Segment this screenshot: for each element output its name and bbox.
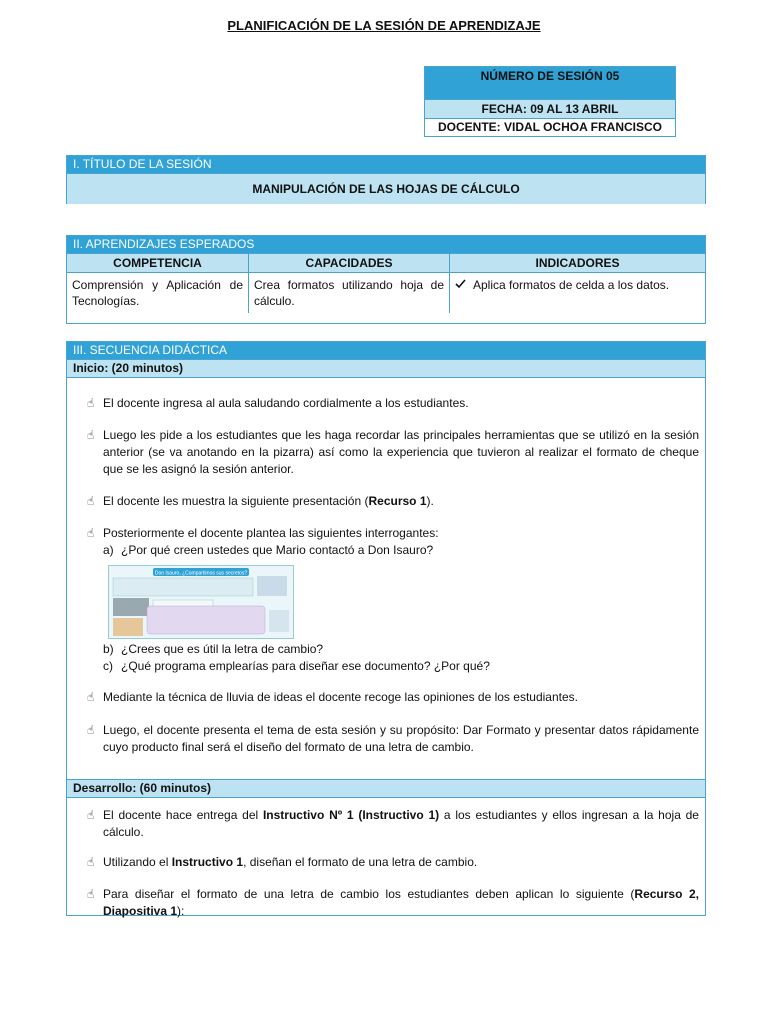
col-header-competencia: COMPETENCIA	[67, 254, 249, 273]
list-item: ☝ El docente ingresa al aula saludando cordialmente a los estudiantes.	[87, 396, 469, 410]
desarrollo-header: Desarrollo: (60 minutos)	[67, 779, 705, 798]
hand-pointer-icon: ☝	[87, 690, 95, 704]
resource-banner: Don Isauro, ¿Compartimos sus secretos?	[154, 570, 248, 577]
question-a: a) ¿Por qué creen ustedes que Mario contactó a Don Isauro?	[103, 543, 434, 557]
hand-pointer-icon: ☝	[87, 396, 95, 410]
question-b: b) ¿Crees que es útil la letra de cambio?	[103, 642, 324, 656]
list-item: ☝ Luego les pide a los estudiantes que les haga recordar las principales herramientas que se utilizó en la sesión anterior (se va anotando en la pizarra) así como la experiencia que tuvieron al realizar el formato de cheque que se les asignó la sesión anterior.	[87, 428, 699, 476]
checkmark-icon	[455, 277, 473, 293]
inicio-header: Inicio: (20 minutos)	[67, 360, 705, 378]
list-item: ☝ Mediante la técnica de lluvia de ideas el docente recoge las opiniones de los estudiantes.	[87, 690, 578, 704]
session-number: NÚMERO DE SESIÓN 05	[425, 67, 675, 100]
list-item: ☝ Para diseñar el formato de una letra de cambio los estudiantes deben aplican lo siguiente (Recurso 2, Diapositiva 1):	[87, 887, 700, 918]
cell-capacidades: Crea formatos utilizando hoja de cálculo.	[249, 273, 450, 314]
list-item: ☝ Luego, el docente presenta el tema de esta sesión y su propósito: Dar Formato y presentar datos rápidamente cuyo producto final será el diseño del formato de una letra de cambio.	[87, 723, 699, 754]
list-item: ☝ El docente hace entrega del Instructivo Nº 1 (Instructivo 1) a los estudiantes y ellos ingresan a la hoja de cálculo.	[87, 808, 699, 839]
hand-pointer-icon: ☝	[87, 887, 95, 901]
question-c: c) ¿Qué programa emplearías para diseñar ese documento? ¿Por qué?	[103, 659, 490, 673]
hand-pointer-icon: ☝	[87, 855, 95, 869]
col-header-indicadores: INDICADORES	[450, 254, 706, 273]
list-item: ☝ Utilizando el Instructivo 1, diseñan el formato de una letra de cambio.	[87, 855, 478, 869]
session-teacher: DOCENTE: VIDAL OCHOA FRANCISCO	[425, 119, 675, 136]
col-header-capacidades: CAPACIDADES	[249, 254, 450, 273]
hand-pointer-icon: ☝	[87, 428, 95, 442]
session-title-text: MANIPULACIÓN DE LAS HOJAS DE CÁLCULO	[67, 174, 705, 204]
resource-illustration	[109, 566, 293, 638]
hand-pointer-icon: ☝	[87, 723, 95, 737]
section-session-title	[66, 155, 706, 204]
section-expected-learning	[66, 235, 706, 324]
hand-pointer-icon: ☝	[87, 526, 95, 540]
resource-1-thumbnail	[108, 565, 294, 639]
cell-indicadores	[450, 273, 706, 314]
section-header: II. APRENDIZAJES ESPERADOS	[67, 236, 705, 254]
section-header: III. SECUENCIA DIDÁCTICA	[67, 342, 705, 360]
session-date: FECHA: 09 AL 13 ABRIL	[425, 100, 675, 119]
list-item: ☝ El docente les muestra la siguiente presentación (Recurso 1).	[87, 494, 434, 508]
indicator-text: Aplica formatos de celda a los datos.	[473, 278, 670, 292]
cell-competencia: Comprensión y Aplicación de Tecnologías.	[67, 273, 249, 314]
page-title: PLANIFICACIÓN DE LA SESIÓN DE APRENDIZAJE	[227, 18, 541, 33]
hand-pointer-icon: ☝	[87, 494, 95, 508]
list-item: ☝ Posteriormente el docente plantea las siguientes interrogantes:	[87, 526, 439, 540]
section-header: I. TÍTULO DE LA SESIÓN	[67, 156, 705, 174]
session-info-box	[424, 66, 676, 137]
learning-table	[67, 254, 705, 313]
hand-pointer-icon: ☝	[87, 808, 95, 822]
